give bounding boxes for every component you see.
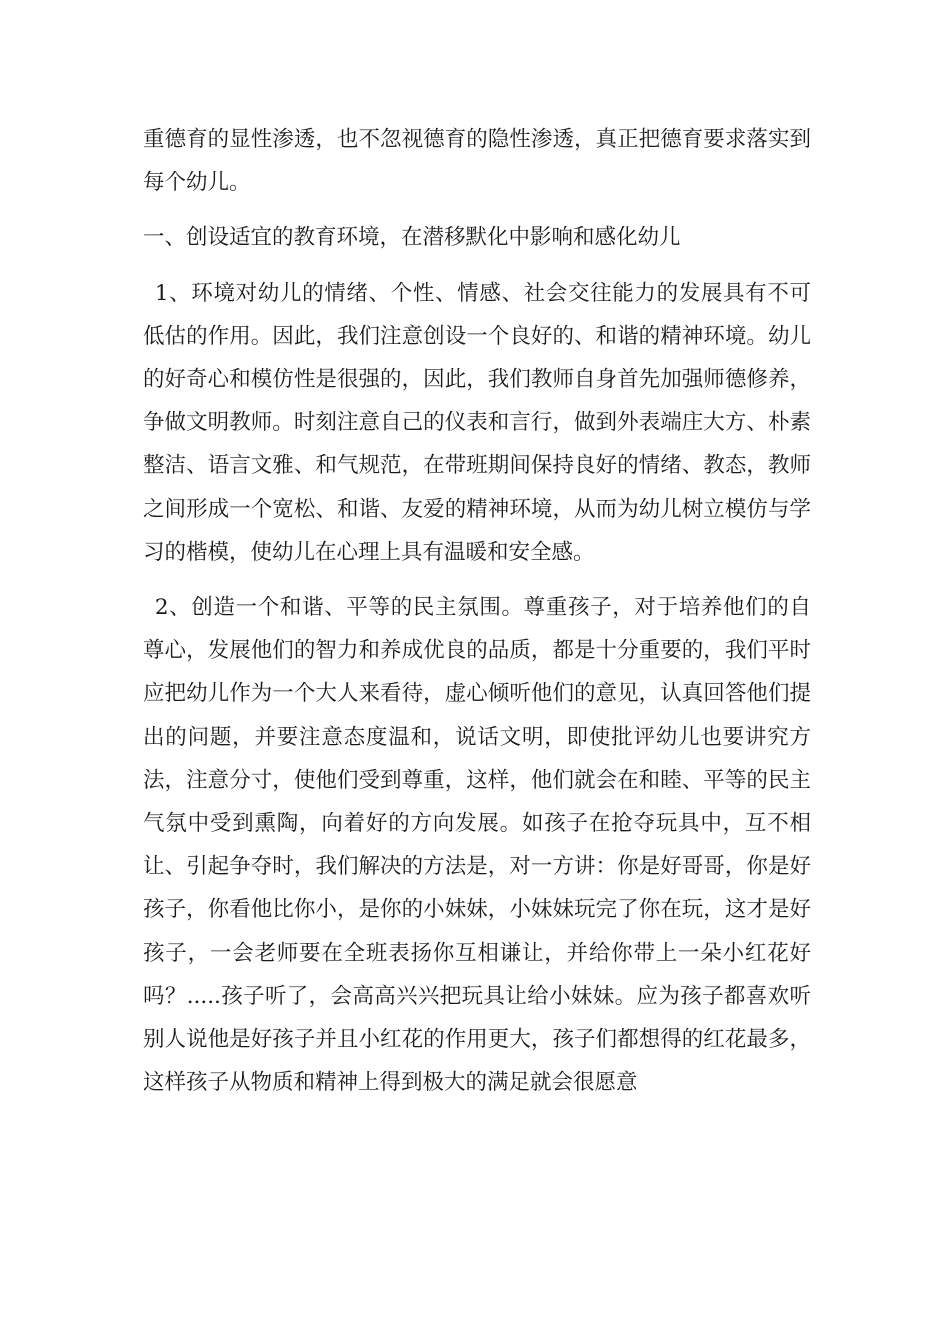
section-heading: 一、创设适宜的教育环境，在潜移默化中影响和感化幼儿: [143, 225, 681, 251]
paragraph-1: 1、环境对幼儿的情绪、个性、情感、社会交往能力的发展具有不可低估的作用。因此，我们注意创设一个良好的、和谐的精神环境。幼儿的好奇心和模仿性是很强的，因此，我们教师自身首先加强师德修养，争做文明教师。时刻注意自己的仪表和言行，做到外表端庄大方、朴素整洁、语言文雅、和气规范，在带班期间保持良好的情绪、教态，教师之间形成一个宽松、和谐、友爱的精神环境，从而为幼儿树立模仿与学习的楷模，使幼儿在心理上具有温暖和安全感。: [143, 280, 811, 565]
document-page: [143, 118, 811, 1104]
intro-paragraph: 重德育的显性渗透，也不忽视德育的隐性渗透，真正把德育要求落实到每个幼儿。: [143, 127, 811, 196]
paragraph-2: 2、创造一个和谐、平等的民主氛围。尊重孩子，对于培养他们的自尊心，发展他们的智力和养成优良的品质，都是十分重要的，我们平时应把幼儿作为一个大人来看待，虚心倾听他们的意见，认真回答他们提出的问题，并要注意态度温和，说话文明，即使批评幼儿也要讲究方法，注意分寸，使他们受到尊重，这样，他们就会在和睦、平等的民主气氛中受到熏陶，向着好的方向发展。如孩子在抢夺玩具中，互不相让、引起争夺时，我们解决的方法是，对一方讲：你是好哥哥，你是好孩子，你看他比你小，是你的小妹妹，小妹妹玩完了你在玩，这才是好孩子，一会老师要在全班表扬你互相谦让，并给你带上一朵小红花好吗？.....孩子听了，会高高兴兴把玩具让给小妹妹。应为孩子都喜欢听别人说他是好孩子并且小红花的作用更大，孩子们都想得的红花最多，这样孩子从物质和精神上得到极大的满足就会很愿意: [143, 595, 811, 1096]
